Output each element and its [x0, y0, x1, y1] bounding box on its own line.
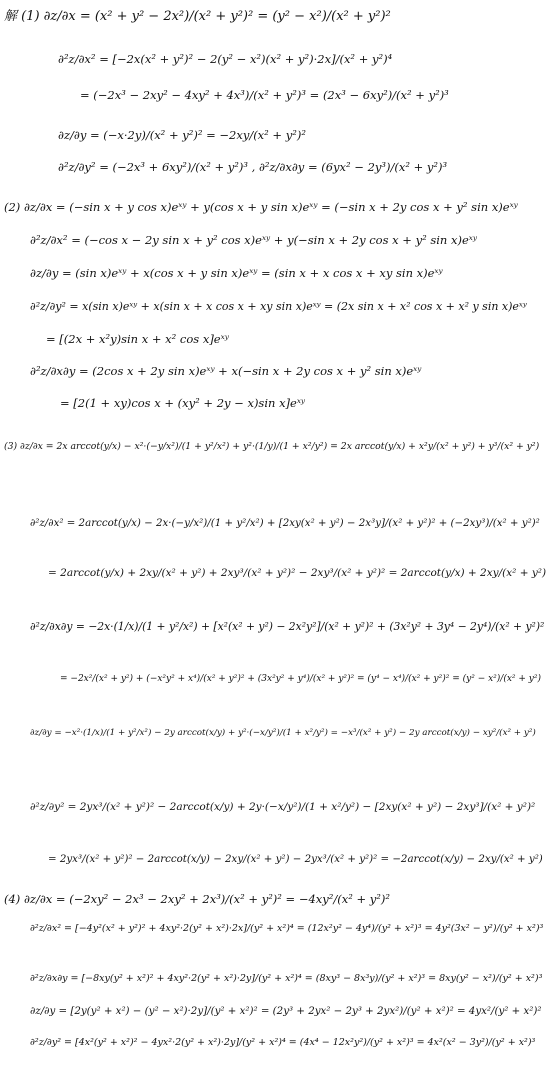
equation-line: = −2x²/(x² + y²) + (−x²y² + x⁴)/(x² + y²)² + (3x²y² + y⁴)/(x² + y²)² = (y⁴ − x⁴)/(x² + y²)² = (y² − x²)/(x² + y²) [60, 674, 541, 684]
equation-line: 解 (1) ∂z/∂x = (x² + y² − 2x²)/(x² + y²)² = (y² − x²)/(x² + y²)² [4, 9, 391, 24]
equation-line: ∂z/∂y = [2y(y² + x²) − (y² − x²)·2y]/(y² + x²)² = (2y³ + 2yx² − 2y³ + 2yx²)/(y² + x²)² = 4yx²/(y² + x²)² [30, 1005, 542, 1017]
equation-line: ∂²z/∂x∂y = −2x·(1/x)/(1 + y²/x²) + [x²(x² + y²) − 2x²y²]/(x² + y²)² + (3x²y² + 3y⁴ − 2y⁴)/(x² + y²)² [30, 620, 545, 633]
equation-line: ∂²z/∂y² = 2yx³/(x² + y²)² − 2arccot(x/y) + 2y·(−x/y²)/(1 + x²/y²) − [2xy(x² + y²) − 2xy³]/(x² + y²)² [30, 801, 536, 813]
equation-line: (2) ∂z/∂x = (−sin x + y cos x)eˣʸ + y(cos x + y sin x)eˣʸ = (−sin x + 2y cos x + y² sin x)eˣʸ [4, 200, 518, 214]
equation-line: (3) ∂z/∂x = 2x arccot(y/x) − x²·(−y/x²)/(1 + y²/x²) + y²·(1/y)/(1 + x²/y²) = 2x arccot(y/x) + x²y/(x² + y²) + y³/(x² + y²) [4, 441, 540, 452]
equation-line: = 2yx³/(x² + y²)² − 2arccot(x/y) − 2xy/(x² + y²) − 2yx³/(x² + y²)² = −2arccot(x/y) − 2xy/(x² + y²) [48, 853, 543, 865]
equation-line: ∂²z/∂x∂y = (2cos x + 2y sin x)eˣʸ + x(−sin x + 2y cos x + y² sin x)eˣʸ [30, 364, 422, 378]
equation-line: ∂z/∂y = −x²·(1/x)/(1 + y²/x²) − 2y arccot(x/y) + y²·(−x/y²)/(1 + x²/y²) = −x³/(x² + y²) − 2y arccot(x/y) − xy²/(x² + y²) [30, 728, 536, 738]
equation-line: ∂²z/∂y² = x(sin x)eˣʸ + x(sin x + x cos x + xy sin x)eˣʸ = (2x sin x + x² cos x + x² y sin x)eˣʸ [30, 300, 527, 313]
equation-line: ∂²z/∂x² = [−2x(x² + y²)² − 2(y² − x²)(x² + y²)·2x]/(x² + y²)⁴ [58, 52, 393, 66]
equation-line: = 2arccot(y/x) + 2xy/(x² + y²) + 2xy³/(x² + y²)² − 2xy³/(x² + y²)² = 2arccot(y/x) + 2xy/(x² + y²) [48, 567, 547, 579]
equation-line: = [(2x + x²y)sin x + x² cos x]eˣʸ [46, 332, 229, 346]
equation-line: ∂z/∂y = (sin x)eˣʸ + x(cos x + y sin x)eˣʸ = (sin x + x cos x + xy sin x)eˣʸ [30, 266, 443, 280]
equation-line: ∂²z/∂x² = [−4y²(x² + y²)² + 4xy²·2(y² + x²)·2x]/(y² + x²)⁴ = (12x²y² − 4y⁴)/(y² + x²)³ = 4y²(3x² − y²)/(y² + x²)³ [30, 923, 544, 934]
equation-line: ∂²z/∂y² = [4x²(y² + x²)² − 4yx²·2(y² + x²)·2y]/(y² + x²)⁴ = (4x⁴ − 12x²y²)/(y² + x²)³ = 4x²(x² − 3y²)/(y² + x²)³ [30, 1037, 536, 1048]
equation-line: ∂²z/∂x² = (−cos x − 2y sin x + y² cos x)eˣʸ + y(−sin x + 2y cos x + y² sin x)eˣʸ [30, 233, 477, 247]
equation-line: ∂²z/∂x∂y = [−8xy(y² + x²)² + 4xy²·2(y² + x²)·2y]/(y² + x²)⁴ = (8xy³ − 8x³y)/(y² + x²)³ = 8xy(y² − x²)/(y² + x²)³ [30, 973, 543, 984]
equation-line: ∂z/∂y = (−x·2y)/(x² + y²)² = −2xy/(x² + y²)² [58, 128, 306, 142]
equation-line: ∂²z/∂y² = (−2x³ + 6xy²)/(x² + y²)³ , ∂²z/∂x∂y = (6yx² − 2y³)/(x² + y²)³ [58, 160, 448, 174]
equation-line: = (−2x³ − 2xy² − 4xy² + 4x³)/(x² + y²)³ = (2x³ − 6xy²)/(x² + y²)³ [80, 88, 449, 102]
equation-line: (4) ∂z/∂x = (−2xy² − 2x³ − 2xy² + 2x³)/(x² + y²)² = −4xy²/(x² + y²)² [4, 892, 391, 906]
equation-line: ∂²z/∂x² = 2arccot(y/x) − 2x·(−y/x²)/(1 + y²/x²) + [2xy(x² + y²) − 2x³y]/(x² + y²)² + (−2xy³)/(x² + y²)² [30, 517, 540, 529]
equation-line: = [2(1 + xy)cos x + (xy² + 2y − x)sin x]eˣʸ [60, 396, 306, 410]
